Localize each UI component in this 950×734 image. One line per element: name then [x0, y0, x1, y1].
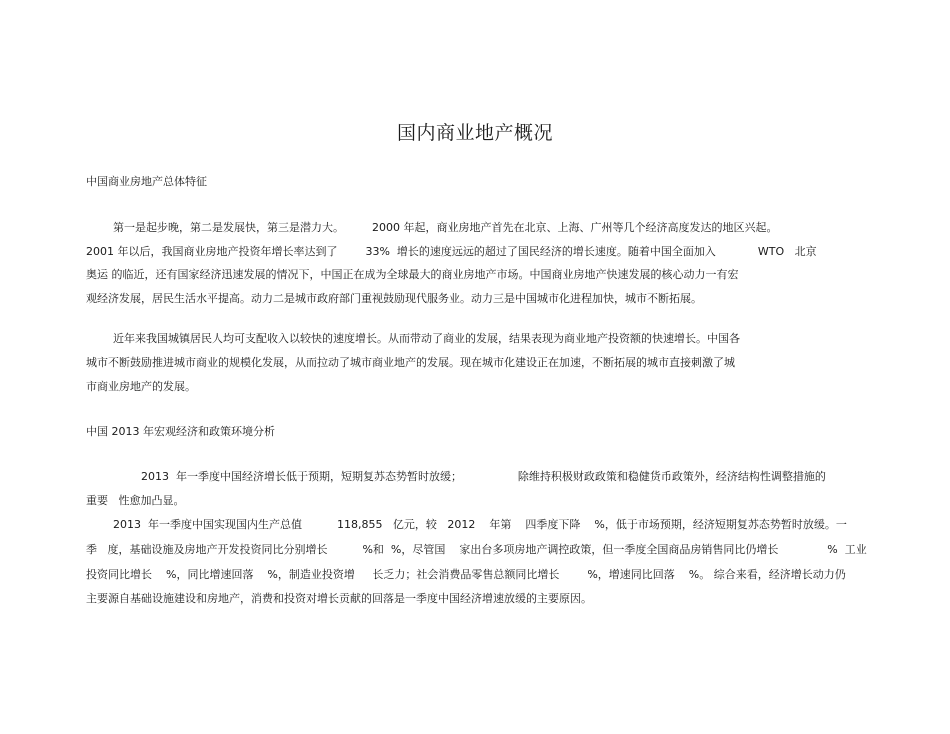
- paragraph-line: 投资同比增长 %，同比增速回落 %，制造业投资增 长乏力；社会消费品零售总额同比增长 %，增速同比回落 %。 综合来看，经济增长动力仍: [86, 568, 846, 581]
- document-title: 国内商业地产概况: [396, 122, 553, 144]
- section-heading-commercial-real-estate: 中国商业房地产总体特征: [86, 175, 207, 188]
- paragraph-line: 主要源自基础设施建设和房地产，消费和投资对增长贡献的回落是一季度中国经济增速放缓的主要原因。: [86, 592, 592, 605]
- paragraph-line: 重要 性愈加凸显。: [86, 494, 185, 507]
- paragraph-line: 季 度，基础设施及房地产开发投资同比分别增长 %和 %，尽管国 家出台多项房地产调控政策，但一季度全国商品房销售同比仍增长 % 工业: [86, 543, 867, 556]
- paragraph-line: 2013 年一季度中国实现国内生产总值 118,855 亿元，较 2012 年第 四季度下降 %，低于市场预期，经济短期复苏态势暂时放缓。一: [113, 518, 847, 531]
- paragraph-line: 近年来我国城镇居民人均可支配收入以较快的速度增长。从而带动了商业的发展，结果表现为商业地产投资额的快速增长。中国各: [113, 332, 740, 345]
- paragraph-line: 第一是起步晚，第二是发展快，第三是潜力大。 2000 年起，商业房地产首先在北京、上海、广州等几个经济高度发达的地区兴起。: [113, 221, 778, 234]
- paragraph-line: 城市不断鼓励推进城市商业的规模化发展，从而拉动了城市商业地产的发展。现在城市化建设正在加速，不断拓展的城市直接刺激了城: [86, 356, 735, 369]
- section-heading-macroeconomy-2013: 中国 2013 年宏观经济和政策环境分析: [86, 425, 275, 438]
- paragraph-line: 观经济发展，居民生活水平提高。动力二是城市政府部门重视鼓励现代服务业。动力三是中国城市化进程加快，城市不断拓展。: [86, 292, 702, 305]
- paragraph-line: 市商业房地产的发展。: [86, 380, 196, 393]
- paragraph-line: 奥运 的临近，还有国家经济迅速发展的情况下，中国正在成为全球最大的商业房地产市场。中国商业房地产快速发展的核心动力一有宏: [86, 268, 739, 281]
- paragraph-line: 2013 年一季度中国经济增长低于预期，短期复苏态势暂时放缓； 除维持积极财政政策和稳健货币政策外，经济结构性调整措施的: [141, 470, 826, 483]
- paragraph-line: 2001 年以后，我国商业房地产投资年增长率达到了 33% 增长的速度远远的超过了国民经济的增长速度。随着中国全面加入 WTO 北京: [86, 245, 817, 258]
